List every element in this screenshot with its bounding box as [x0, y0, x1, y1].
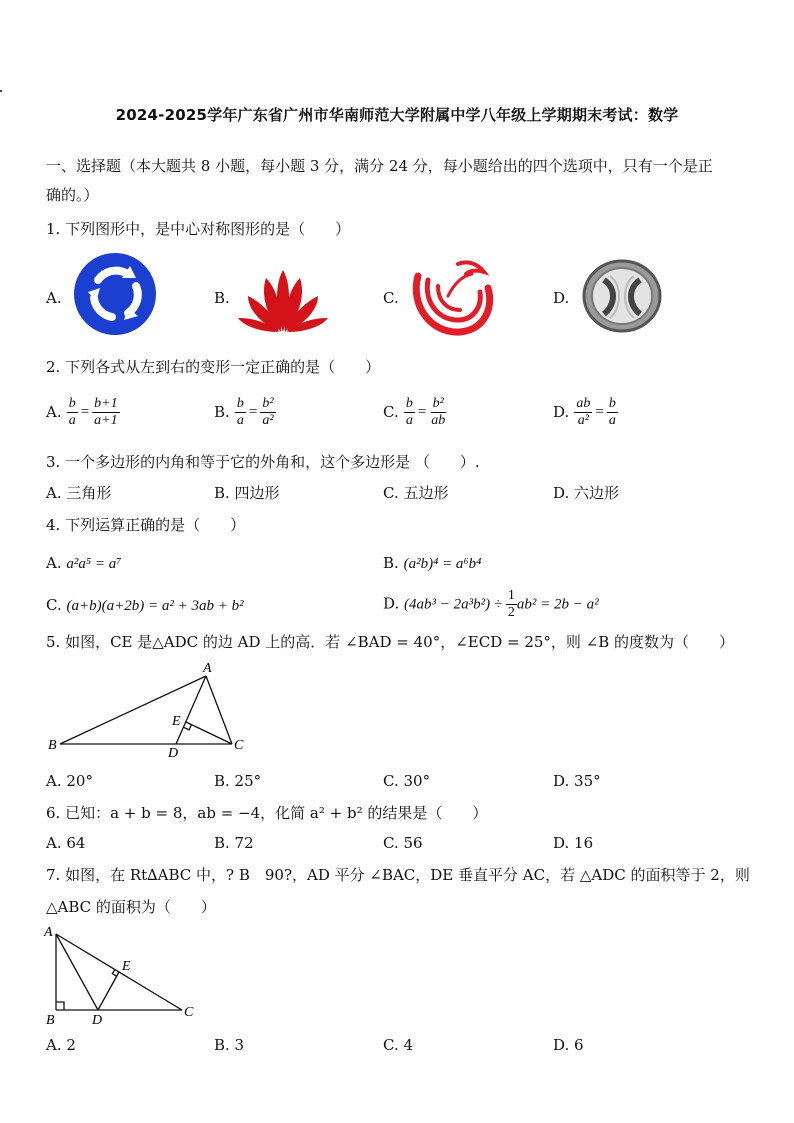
- q3-option-c: C. 五边形: [383, 484, 449, 502]
- q2-c-right-num: b²: [432, 396, 444, 411]
- q5-label-e: E: [172, 714, 181, 729]
- q4-option-a: [46, 552, 121, 575]
- q4-option-b: [383, 552, 481, 575]
- section-heading-line2: 确的。）: [46, 186, 99, 204]
- q2-a-right-den: a+1: [94, 413, 118, 428]
- q5-label-c: C: [234, 738, 244, 753]
- q7-stem-line2: △ABC 的面积为（ ）: [46, 898, 216, 916]
- q5-option-a: A. 20°: [46, 772, 93, 790]
- q2-c-left-den: a: [405, 413, 413, 428]
- q4-option-a-expr: a²a⁵ = a⁷: [66, 556, 122, 572]
- roundabout-sign-icon: [68, 252, 162, 336]
- q5-option-d: D. 35°: [553, 772, 601, 790]
- q7-option-b: B. 3: [214, 1036, 245, 1054]
- q1-option-c-label: C.: [383, 289, 399, 307]
- q4-option-d-expr-post: ab² = 2b − a²: [516, 596, 599, 613]
- q4-option-a-label: A.: [46, 554, 62, 572]
- q3-option-b: B. 四边形: [214, 484, 280, 502]
- q7-label-d: D: [92, 1013, 103, 1028]
- q5-label-b: B: [48, 738, 57, 753]
- q2-d-right-den: a: [608, 413, 616, 428]
- q7-label-c: C: [184, 1005, 194, 1020]
- q2-b-right-num: b²: [262, 396, 274, 411]
- q5-option-c: C. 30°: [383, 772, 431, 790]
- q1-stem: 1. 下列图形中，是中心对称图形的是（ ）: [46, 220, 351, 238]
- phoenix-logo-icon: [408, 256, 494, 338]
- q4-d-half-den: 2: [507, 605, 515, 620]
- q2-a-right-num: b+1: [94, 396, 118, 411]
- q6-option-b: B. 72: [214, 834, 254, 852]
- q2-option-b-label: B.: [214, 403, 230, 421]
- q2-option-b: B. $\frac{b}{a}$ = $\frac{\text{b²}}{\text{a²}}$: [214, 396, 274, 428]
- q7-label-b: B: [46, 1013, 55, 1028]
- q2-b-right-den: a²: [262, 413, 274, 428]
- q6-option-d: D. 16: [553, 834, 594, 852]
- q2-a-left-den: a: [68, 413, 76, 428]
- q4-option-c: [46, 594, 244, 617]
- q6-stem: 6. 已知：a + b = 8，ab = −4，化简 a² + b² 的结果是（ ）: [46, 804, 488, 822]
- q7-triangle-figure: [42, 920, 212, 1028]
- page-title: 2024-2025学年广东省广州市华南师范大学附属中学八年级上学期期末考试：数学: [115, 106, 679, 124]
- q3-option-a: A. 三角形: [46, 484, 112, 502]
- q2-option-d-label: D.: [553, 403, 570, 421]
- q2-d-right-num: b: [608, 396, 616, 411]
- q5-triangle-figure: [46, 658, 256, 762]
- q2-c-right-den: ab: [431, 413, 446, 428]
- q4-d-half-num: 1: [507, 588, 515, 603]
- q2-option-a: A. $\frac{b}{a}$ = $\frac{b+1}{a+1}$: [46, 396, 118, 428]
- q2-a-left-num: b: [68, 396, 76, 411]
- q4-stem: 4. 下列运算正确的是（ ）: [46, 516, 246, 534]
- q5-stem: 5. 如图，CE 是△ADC 的边 AD 上的高．若 ∠BAD = 40°，∠ECD = 25°，则 ∠B 的度数为（ ）: [46, 633, 735, 651]
- q2-option-a-label: A.: [46, 403, 62, 421]
- q1-option-d-label: D.: [553, 289, 570, 307]
- q4-option-d-label: D.: [383, 594, 400, 613]
- car-emblem-icon: [580, 258, 664, 334]
- q5-label-d: D: [168, 746, 179, 761]
- q2-d-left-num: ab: [576, 396, 591, 411]
- q4-option-b-expr: (a²b)⁴ = a⁶b⁴: [403, 556, 482, 572]
- q2-option-d: D. $\frac{ab}{\text{a²}}$ = $\frac{b}{a}$: [553, 396, 616, 428]
- q4-option-d-expr-pre: (4ab³ − 2a³b²) ÷: [404, 596, 506, 613]
- q7-option-d: D. 6: [553, 1036, 584, 1054]
- q7-label-e: E: [122, 959, 131, 974]
- q2-b-left-num: b: [236, 396, 244, 411]
- q2-option-c-label: C.: [383, 403, 399, 421]
- q4-option-c-label: C.: [46, 596, 62, 614]
- section-heading-line1: 一、选择题（本大题共 8 小题，每小题 3 分，满分 24 分，每小题给出的四个选项中，只有一个是正: [46, 157, 713, 175]
- q1-option-b-label: B.: [214, 289, 230, 307]
- flower-logo-icon: [236, 266, 330, 334]
- q2-b-left-den: a: [236, 413, 244, 428]
- q7-label-a: A: [44, 925, 53, 940]
- q3-stem: 3. 一个多边形的内角和等于它的外角和，这个多边形是 （ ）.: [46, 453, 480, 471]
- q3-option-d: D. 六边形: [553, 484, 620, 502]
- q4-option-b-label: B.: [383, 554, 399, 572]
- margin-mark: [0, 90, 2, 92]
- q5-option-b: B. 25°: [214, 772, 262, 790]
- q2-c-left-num: b: [405, 396, 413, 411]
- q5-label-a: A: [203, 661, 212, 676]
- q4-option-c-expr: (a+b)(a+2b) = a² + 3ab + b²: [66, 598, 244, 614]
- q7-option-c: C. 4: [383, 1036, 414, 1054]
- q2-stem: 2. 下列各式从左到右的变形一定正确的是（ ）: [46, 358, 381, 376]
- q7-stem-line1: 7. 如图，在 Rt∆ABC 中，? B 90?，AD 平分 ∠BAC，DE 垂直平分 AC，若 △ADC 的面积等于 2，则: [46, 866, 750, 884]
- q4-option-d: [383, 588, 599, 621]
- q6-option-c: C. 56: [383, 834, 423, 852]
- q2-option-c: C. $\frac{b}{a}$ = $\frac{\text{b²}}{ab}$: [383, 396, 446, 428]
- q1-option-a-label: A.: [46, 289, 62, 307]
- q2-d-left-den: a²: [577, 413, 589, 428]
- q7-option-a: A. 2: [46, 1036, 76, 1054]
- q6-option-a: A. 64: [46, 834, 86, 852]
